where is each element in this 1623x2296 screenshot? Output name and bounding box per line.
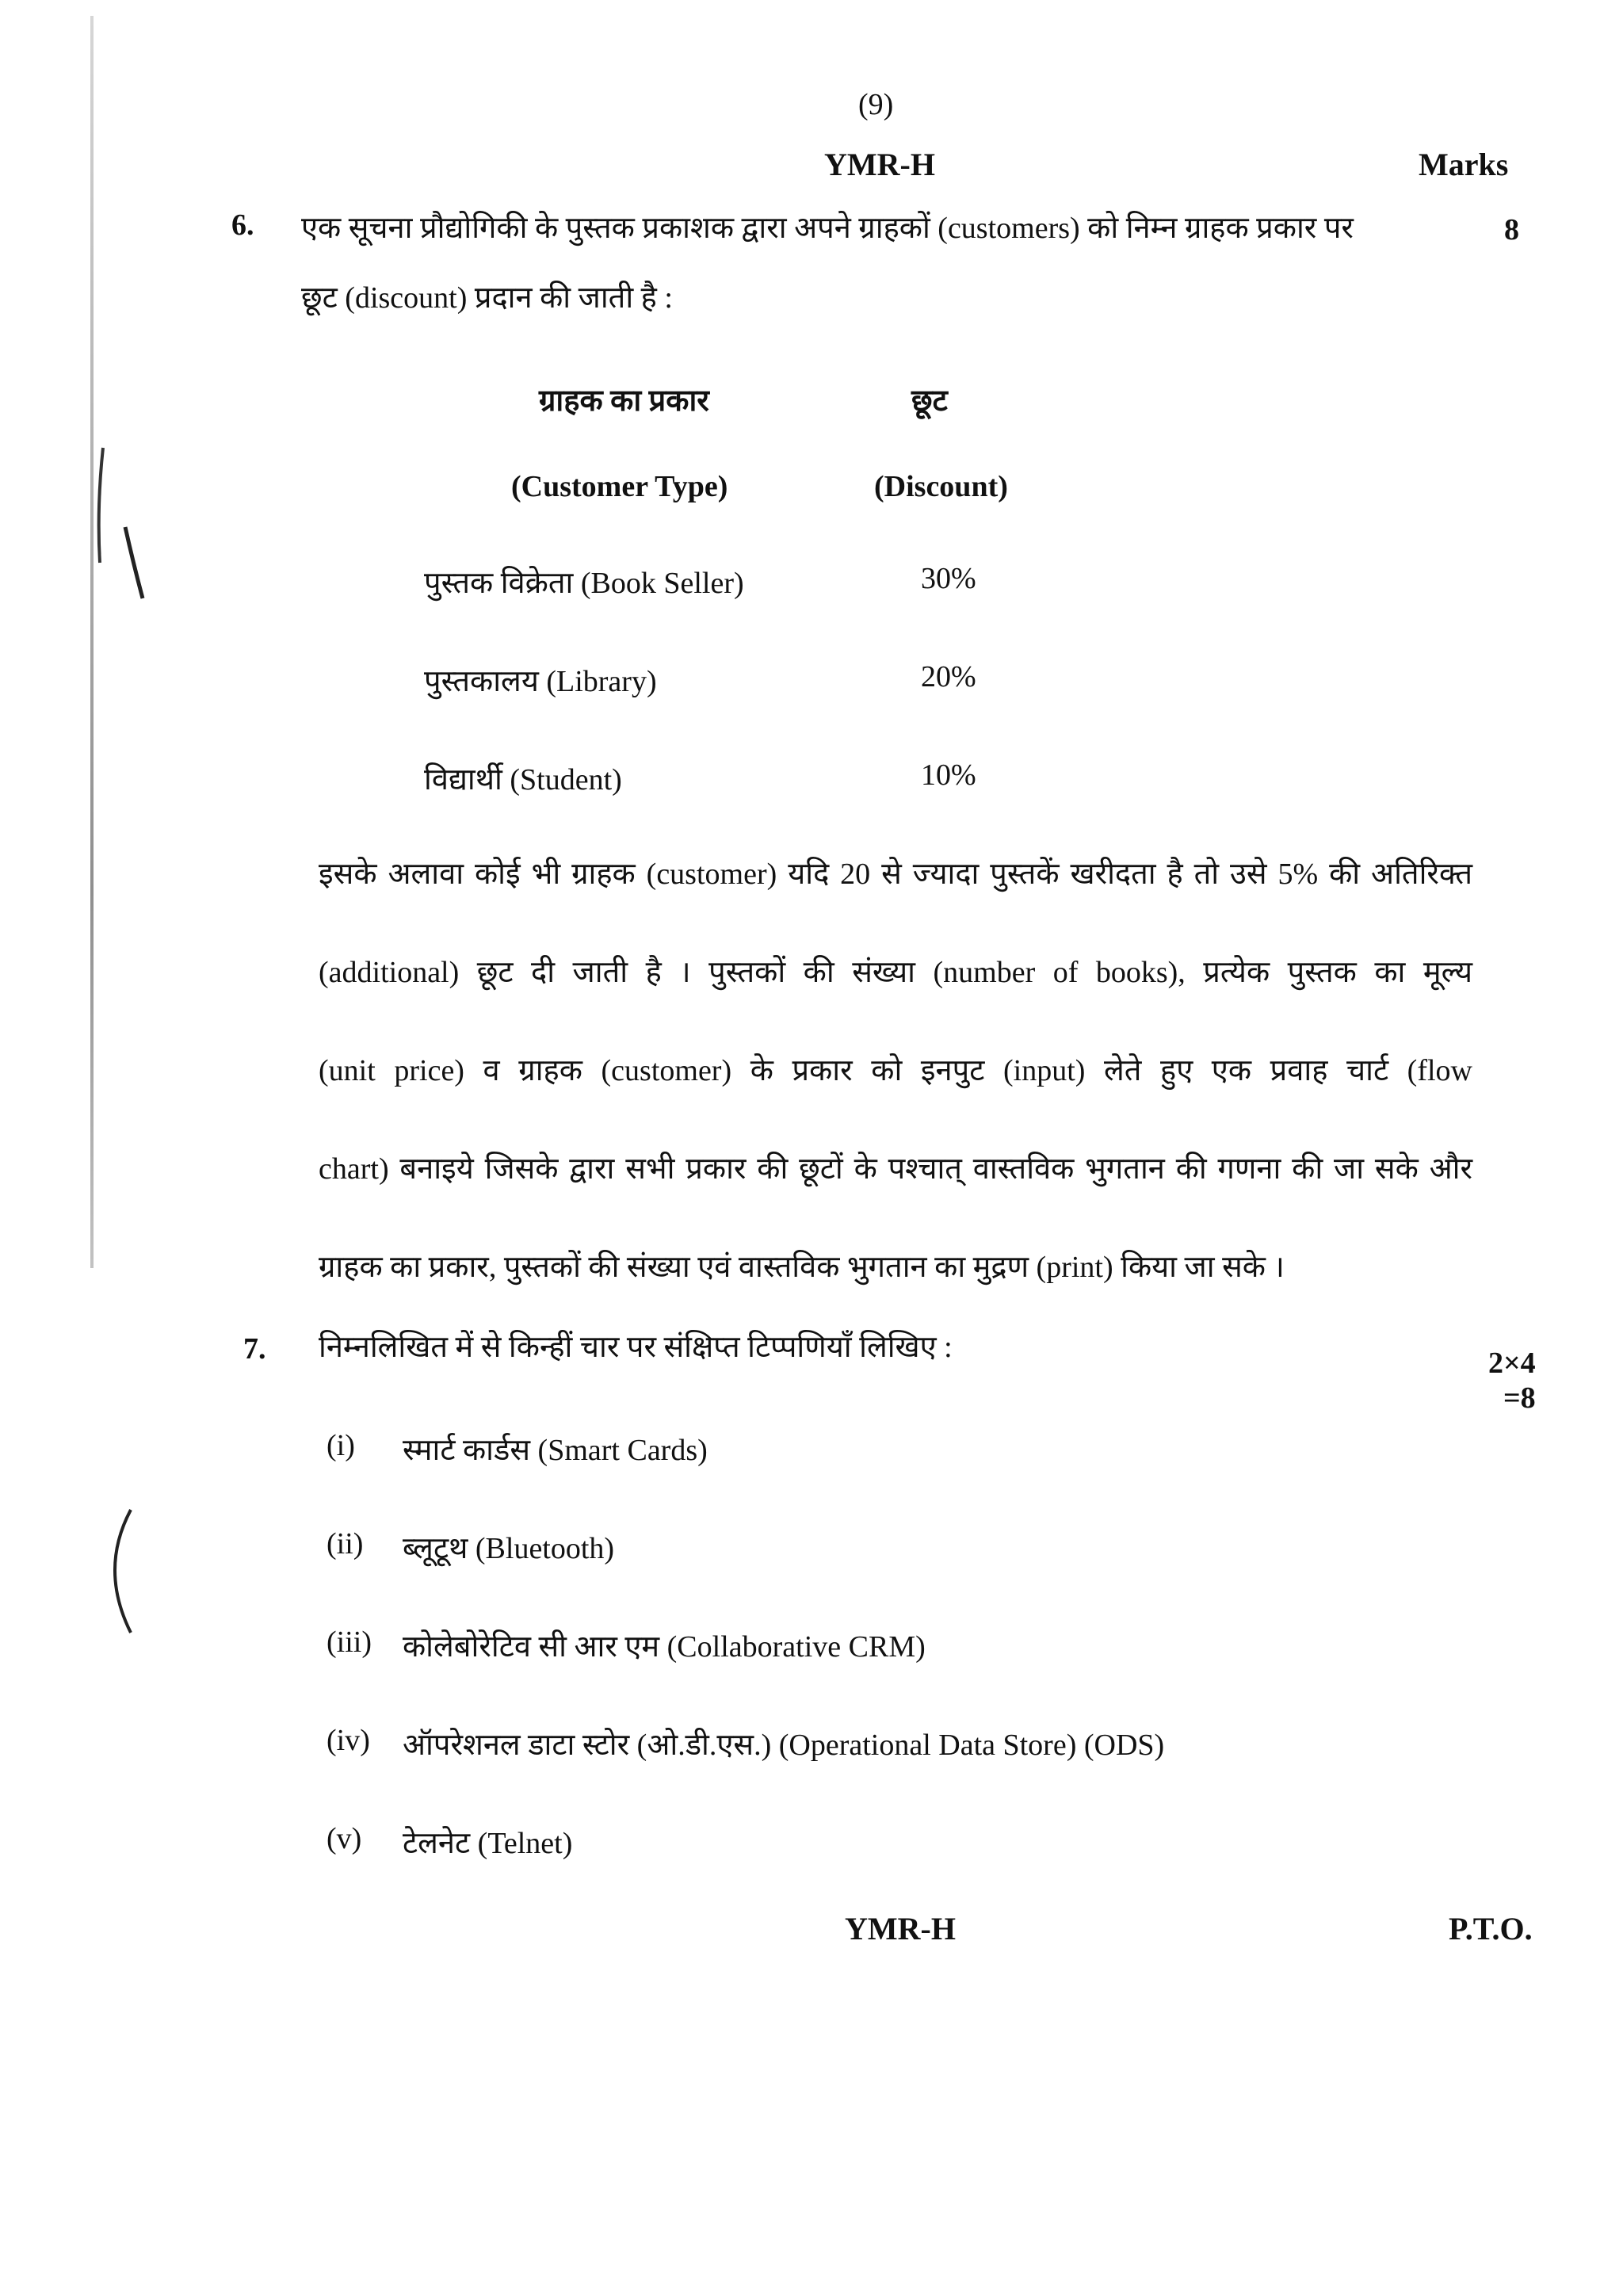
question-6-body-line: chart) बनाइये जिसके द्वारा सभी प्रकार की छूटों के पश्चात् वास्तविक भुगतान की गणना की जा सके और bbox=[319, 1152, 1472, 1186]
option-text: ब्लूटूथ (Bluetooth) bbox=[403, 1532, 615, 1565]
table-header-customer-type-hindi: ग्राहक का प्रकार bbox=[539, 384, 709, 418]
question-6-intro bbox=[301, 204, 1442, 322]
question-number-6: 6. bbox=[231, 208, 254, 242]
option-text: ऑपरेशनल डाटा स्टोर (ओ.डी.एस.) (Operational Data Store) (ODS) bbox=[403, 1729, 1165, 1762]
table-row-discount: 30% bbox=[921, 562, 976, 595]
table-row-type: विद्यार्थी (Student) bbox=[424, 763, 622, 797]
question-6-intro-line-2: छूट (discount) प्रदान की जाती है : bbox=[301, 281, 673, 315]
option-text: स्मार्ट कार्डस (Smart Cards) bbox=[403, 1434, 708, 1467]
question-6-intro-line-1: एक सूचना प्रौद्योगिकी के पुस्तक प्रकाशक द्वारा अपने ग्राहकों (customers) को निम्न ग्राहक प्रकार पर bbox=[301, 212, 1354, 245]
option-label: (v) bbox=[327, 1822, 362, 1855]
table-header-discount-hindi: छूट bbox=[911, 384, 948, 418]
scan-edge-shadow bbox=[90, 16, 94, 1268]
question-7-marks bbox=[1488, 1346, 1536, 1415]
pen-bracket-mark bbox=[95, 1506, 143, 1641]
question-7-marks-line-1: 2×4 bbox=[1488, 1347, 1536, 1380]
please-turn-over: P.T.O. bbox=[1449, 1911, 1533, 1946]
table-row-discount: 10% bbox=[921, 758, 976, 792]
option-label: (ii) bbox=[327, 1527, 364, 1561]
option-label: (iii) bbox=[327, 1626, 372, 1659]
question-7-intro: निम्नलिखित में से किन्हीं चार पर संक्षिप्त टिप्पणियाँ लिखिए : bbox=[319, 1331, 953, 1364]
question-6-marks: 8 bbox=[1504, 213, 1519, 246]
question-number-7: 7. bbox=[243, 1332, 266, 1366]
table-row-type: पुस्तक विक्रेता (Book Seller) bbox=[424, 567, 744, 600]
option-label: (i) bbox=[327, 1429, 355, 1462]
question-7-marks-line-2: =8 bbox=[1503, 1381, 1536, 1415]
option-label: (iv) bbox=[327, 1724, 370, 1757]
option-text: कोलेबोरेटिव सी आर एम (Collaborative CRM) bbox=[403, 1630, 926, 1664]
table-header-customer-type: (Customer Type) bbox=[511, 470, 728, 503]
table-row-type: पुस्तकालय (Library) bbox=[424, 665, 657, 698]
question-6-body-line: इसके अलावा कोई भी ग्राहक (customer) यदि 20 से ज्यादा पुस्तकें खरीदता है तो उसे 5% की अतिरिक्त bbox=[319, 858, 1472, 891]
question-6-body bbox=[319, 850, 1472, 1342]
question-6-body-line: (unit price) व ग्राहक (customer) के प्रकार को इनपुट (input) लेते हुए एक प्रवाह चार्ट (flow bbox=[319, 1054, 1472, 1087]
table-row-discount: 20% bbox=[921, 660, 976, 693]
option-text: टेलनेट (Telnet) bbox=[403, 1827, 573, 1860]
table-header-discount: (Discount) bbox=[874, 470, 1008, 503]
question-6-body-line: (additional) छूट दी जाती है । पुस्तकों की संख्या (number of books), प्रत्येक पुस्तक का मूल्य bbox=[319, 956, 1472, 989]
paper-code-header: YMR-H bbox=[824, 147, 935, 182]
paper-code-footer: YMR-H bbox=[845, 1911, 956, 1946]
question-6-body-line: ग्राहक का प्रकार, पुस्तकों की संख्या एवं वास्तविक भुगतान का मुद्रण (print) किया जा सके । bbox=[319, 1251, 1285, 1284]
marks-column-heading: Marks bbox=[1419, 147, 1509, 182]
pen-stroke-mark bbox=[119, 523, 151, 602]
page-number: (9) bbox=[858, 88, 894, 121]
